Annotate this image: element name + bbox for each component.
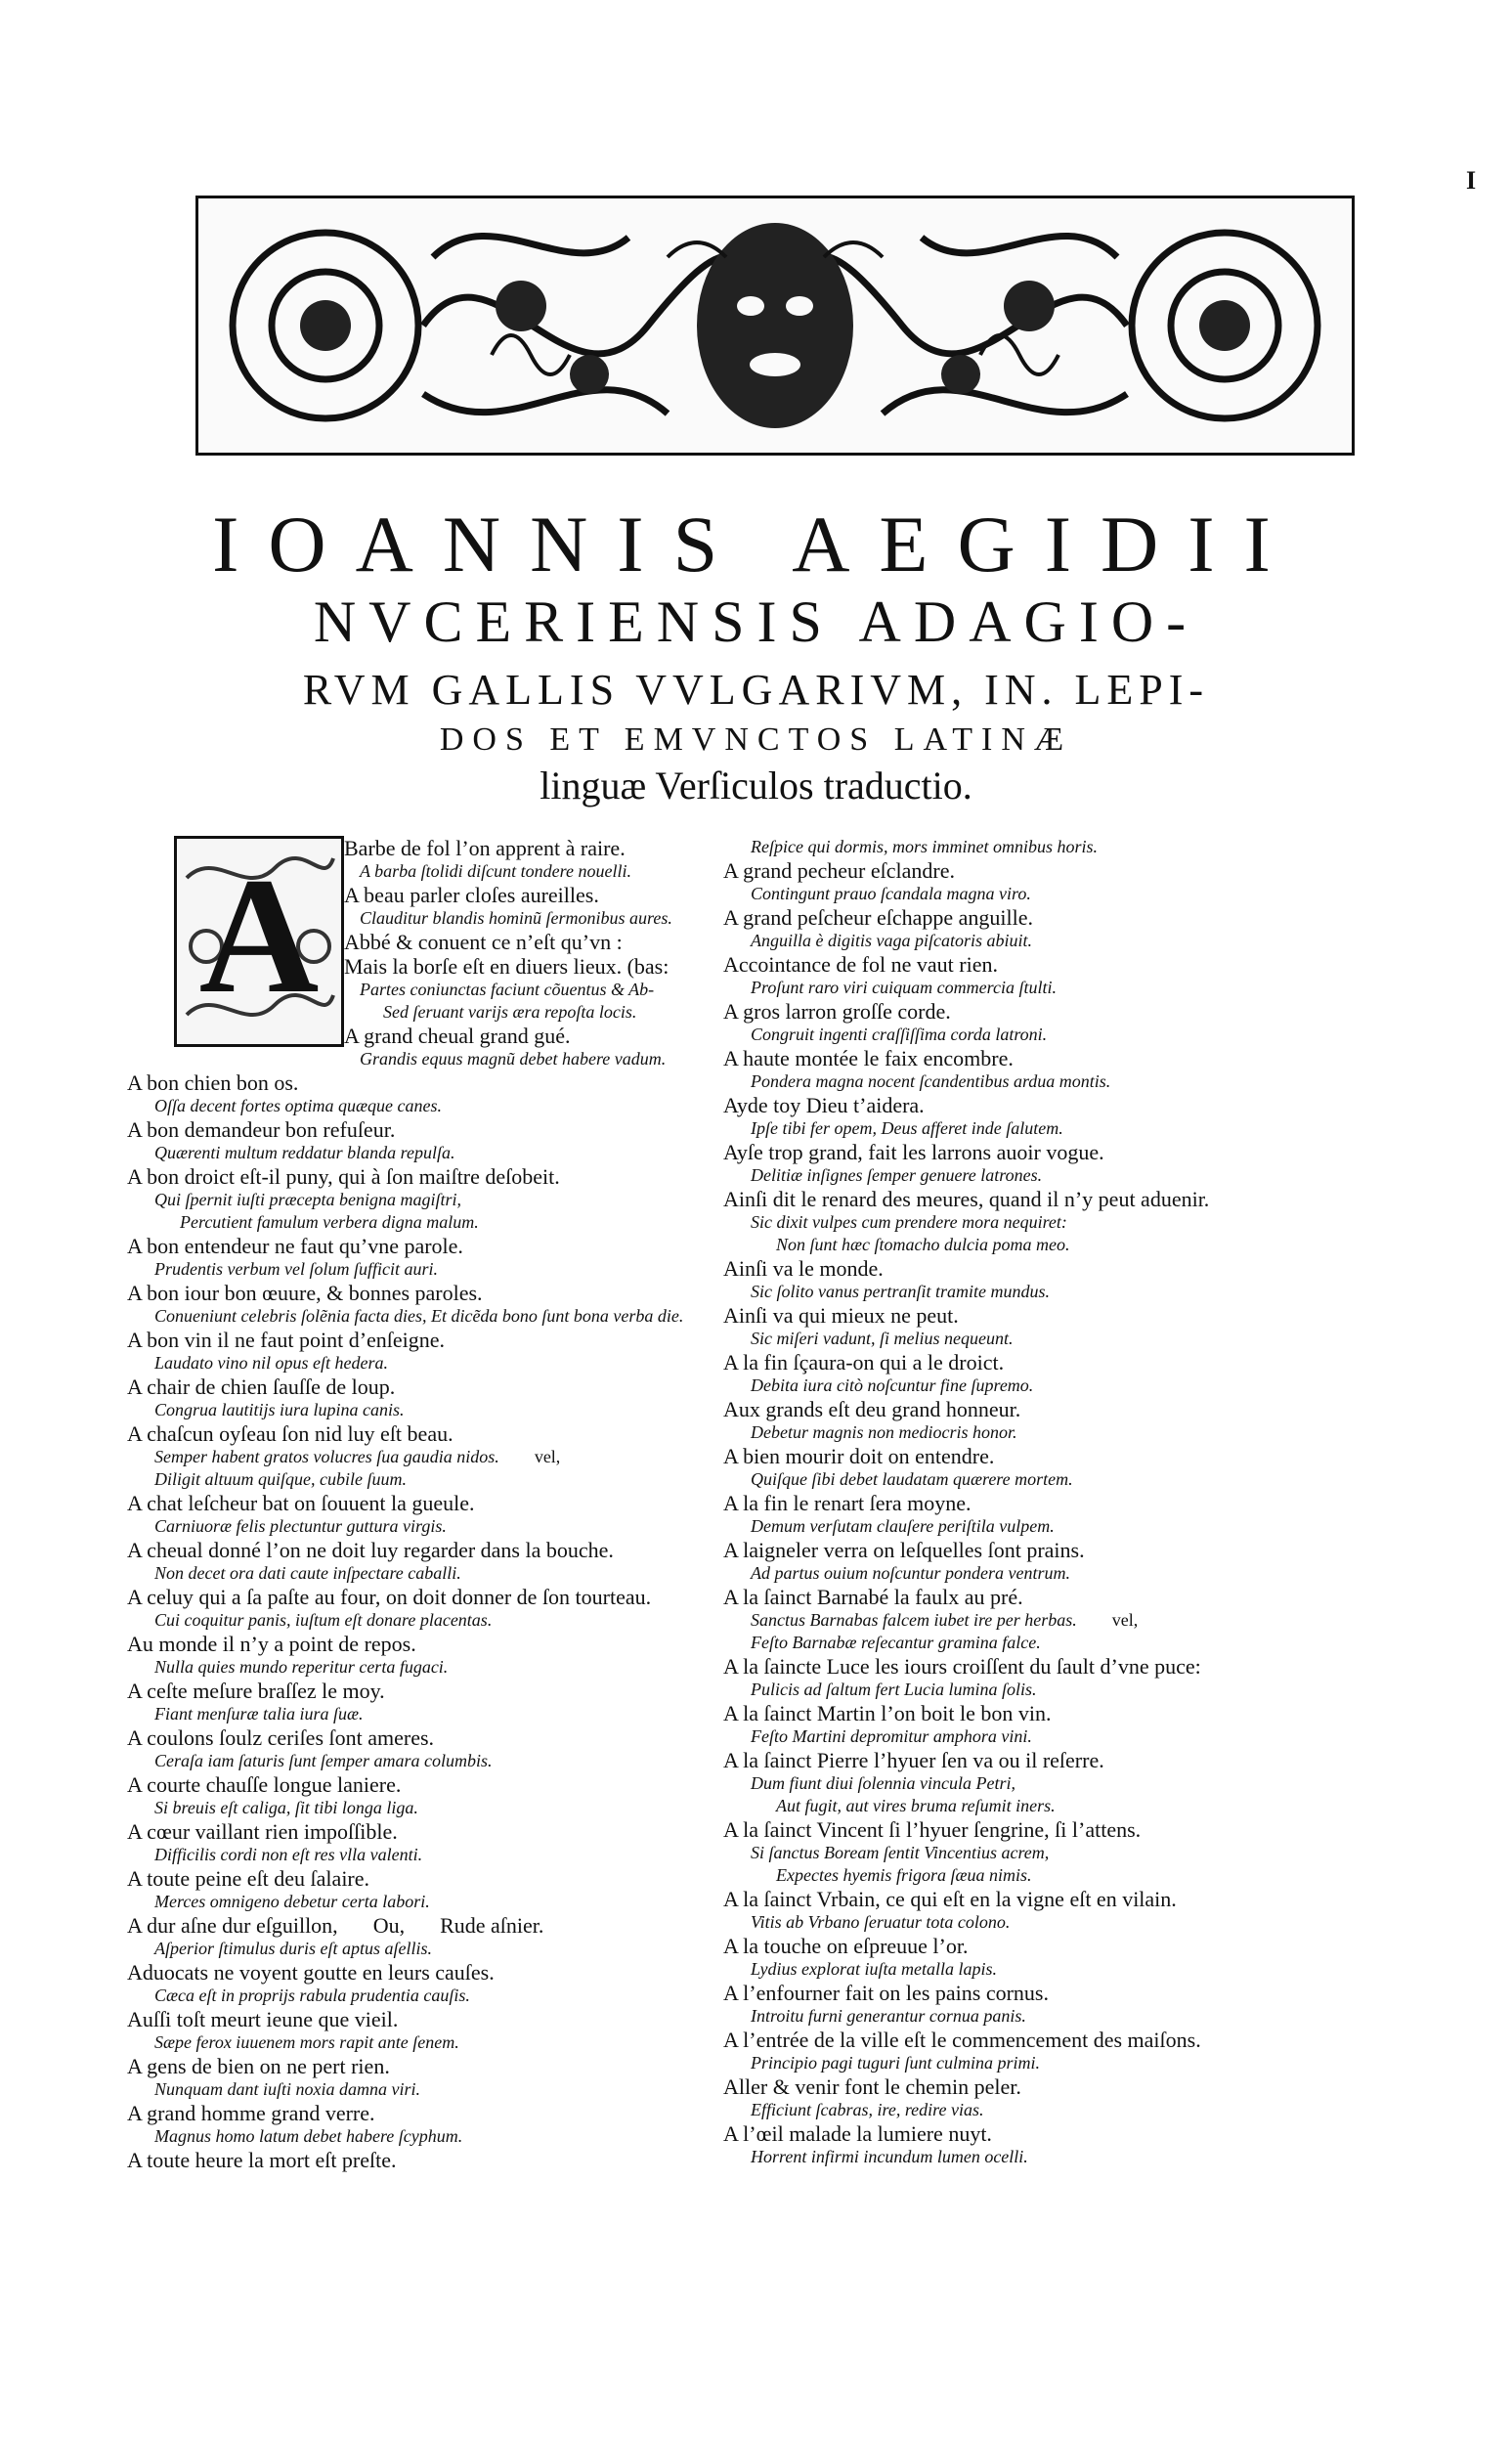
left-proverb-french bbox=[127, 1819, 733, 1844]
right-proverb-latin bbox=[723, 1211, 1349, 1234]
proverb-text: Carniuoræ felis plectuntur guttura virgis. bbox=[154, 1516, 447, 1536]
left-proverb-latin bbox=[127, 1609, 733, 1632]
left-proverb-latin bbox=[127, 1001, 733, 1024]
left-proverb-latin bbox=[127, 1844, 733, 1866]
proverb-text: Mais la borſe eſt en diuers lieux. (bas: bbox=[344, 954, 670, 979]
right-proverb-latin bbox=[723, 1562, 1349, 1585]
right-proverb-french bbox=[723, 1701, 1349, 1725]
right-proverb-latin bbox=[723, 1234, 1349, 1256]
proverb-text: Sed ſeruant varijs æra repoſta locis. bbox=[383, 1002, 637, 1022]
proverb-text: Cæca eſt in proprijs rabula prudentia cauſis. bbox=[154, 1986, 470, 2005]
right-proverb-french bbox=[723, 1981, 1349, 2005]
proverb-text: A toute heure la mort eſt preſte. bbox=[127, 2148, 397, 2172]
proverb-text: Au monde il n’y a point de repos. bbox=[127, 1632, 416, 1656]
proverb-text: A grand pecheur eſclandre. bbox=[723, 858, 955, 883]
left-proverb-latin bbox=[127, 1048, 733, 1070]
right-proverb-latin bbox=[723, 2005, 1349, 2028]
left-proverb-french bbox=[127, 1164, 733, 1189]
proverb-text: A la ſainct Barnabé la faulx au pré. bbox=[723, 1585, 1023, 1609]
proverb-text: A la ſainct Vrbain, ce qui eſt en la vigne eſt en vilain. bbox=[723, 1887, 1177, 1911]
proverb-text: Diligit altuum quiſque, cubile ſuum. bbox=[154, 1469, 407, 1489]
proverb-text: A bon droict eſt-il puny, qui à ſon maiſtre deſobeit. bbox=[127, 1164, 560, 1189]
proverb-text: Congruit ingenti craſſiſſima corda latroni. bbox=[751, 1025, 1048, 1044]
proverb-text: Horrent infirmi incundum lumen ocelli. bbox=[751, 2147, 1028, 2166]
proverb-text: Vitis ab Vrbano ſeruatur tota colono. bbox=[751, 1912, 1011, 1932]
proverb-text: Ainſi dit le renard des meures, quand il n’y peut aduenir. bbox=[723, 1187, 1210, 1211]
left-proverb-latin bbox=[127, 1468, 733, 1491]
proverb-text: A barba ſtolidi diſcunt tondere nouelli. bbox=[360, 861, 631, 881]
proverb-text: A l’enfourner fait on les pains cornus. bbox=[723, 1981, 1049, 2005]
right-proverb-latin bbox=[723, 1842, 1349, 1864]
right-proverb-french bbox=[723, 1140, 1349, 1164]
proverb-text: Aux grands eſt deu grand honneur. bbox=[723, 1397, 1021, 1421]
right-proverb-french bbox=[723, 1350, 1349, 1375]
left-proverb-latin bbox=[127, 1258, 733, 1281]
right-proverb-latin bbox=[723, 2052, 1349, 2074]
proverb-text: Debetur magnis non mediocris honor. bbox=[751, 1422, 1017, 1442]
proverb-text: A courte chauſſe longue laniere. bbox=[127, 1772, 402, 1797]
proverb-text: Oſſa decent fortes optima quæque canes. bbox=[154, 1096, 442, 1115]
left-proverb-french bbox=[127, 1725, 733, 1750]
right-proverb-french bbox=[723, 1303, 1349, 1328]
proverb-text: A bon entendeur ne faut qu’vne parole. bbox=[127, 1234, 463, 1258]
proverb-text: Non decet ora dati caute inſpectare caballi. bbox=[154, 1563, 461, 1583]
proverb-text: Merces omnigeno debetur certa labori. bbox=[154, 1892, 430, 1911]
right-proverb-latin bbox=[723, 1795, 1349, 1817]
proverb-text: A coulons ſoulz ceriſes ſont ameres. bbox=[127, 1725, 435, 1750]
left-proverb-french bbox=[127, 930, 733, 954]
right-proverb-latin bbox=[723, 1375, 1349, 1397]
ornamental-headpiece bbox=[195, 196, 1355, 456]
proverb-text: Prudentis verbum vel ſolum ſufficit auri. bbox=[154, 1259, 438, 1279]
proverb-text: Sæpe ferox iuuenem mors rapit ante ſenem. bbox=[154, 2032, 459, 2052]
left-proverb-french bbox=[127, 2101, 733, 2125]
proverb-text: Auſſi toſt meurt ieune que vieil. bbox=[127, 2007, 399, 2031]
left-proverb-latin bbox=[127, 1938, 733, 1960]
proverb-text: Efficiunt ſcabras, ire, redire vias. bbox=[751, 2100, 984, 2119]
title-line-5: linguæ Verſiculos traductio. bbox=[540, 764, 972, 807]
left-proverb-french bbox=[127, 954, 733, 979]
right-proverb-french bbox=[723, 1585, 1349, 1609]
left-proverb-french bbox=[127, 1585, 733, 1609]
left-proverb-latin bbox=[127, 1189, 733, 1211]
proverb-text: A la ſainct Pierre l’hyuer ſen va ou il reſerre. bbox=[723, 1748, 1104, 1772]
left-proverb-french bbox=[127, 1960, 733, 1985]
left-proverb-french bbox=[127, 1375, 733, 1399]
proverb-text: A haute montée le faix encombre. bbox=[723, 1046, 1014, 1070]
right-proverb-latin bbox=[723, 1679, 1349, 1701]
left-proverb-latin bbox=[127, 2078, 733, 2101]
left-proverb-french bbox=[127, 2054, 733, 2078]
proverb-text: Feſto Martini depromitur amphora vini. bbox=[751, 1726, 1032, 1746]
left-proverb-latin bbox=[127, 2031, 733, 2054]
right-proverb-french bbox=[723, 1491, 1349, 1515]
proverb-text: Clauditur blandis hominũ ſermonibus aures. bbox=[360, 908, 672, 928]
left-column bbox=[127, 836, 733, 2172]
left-proverb-latin bbox=[127, 1797, 733, 1819]
proverb-text: Cui coquitur panis, iuſtum eſt donare placentas. bbox=[154, 1610, 493, 1630]
right-proverb-french bbox=[723, 1748, 1349, 1772]
variant-text: Rude aſnier. bbox=[440, 1913, 544, 1938]
proverb-text: Nunquam dant iuſti noxia damna viri. bbox=[154, 2079, 420, 2099]
right-proverb-latin bbox=[723, 1515, 1349, 1538]
right-proverb-latin bbox=[723, 1117, 1349, 1140]
left-proverb-latin bbox=[127, 1095, 733, 1117]
left-proverb-latin bbox=[127, 979, 733, 1001]
right-proverb-latin bbox=[723, 1958, 1349, 1981]
right-proverb-french bbox=[723, 1256, 1349, 1281]
right-proverb-french bbox=[723, 1397, 1349, 1421]
proverb-text: A bon iour bon œuure, & bonnes paroles. bbox=[127, 1281, 483, 1305]
left-proverb-latin bbox=[127, 1703, 733, 1725]
proverb-text: A grand homme grand verre. bbox=[127, 2101, 375, 2125]
proverb-text: A dur aſne dur eſguillon, bbox=[127, 1913, 338, 1938]
proverb-text: Delitiæ inſignes ſemper genuere latrones. bbox=[751, 1165, 1043, 1185]
proverb-text: A bon demandeur bon refuſeur. bbox=[127, 1117, 396, 1142]
right-proverb-french bbox=[723, 1538, 1349, 1562]
left-proverb-latin bbox=[127, 1515, 733, 1538]
proverb-text: Pondera magna nocent ſcandentibus ardua montis. bbox=[751, 1071, 1111, 1091]
proverb-text: Demum verſutam clauſere periſtila vulpem. bbox=[751, 1516, 1055, 1536]
right-proverb-french bbox=[723, 1444, 1349, 1468]
right-proverb-french bbox=[723, 1817, 1349, 1842]
proverb-text: A grand peſcheur eſchappe anguille. bbox=[723, 905, 1034, 930]
proverb-text: A toute peine eſt deu ſalaire. bbox=[127, 1866, 370, 1891]
title-line-4: DOS ET EMVNCTOS LATINÆ bbox=[439, 721, 1073, 758]
right-proverb-french bbox=[723, 2121, 1349, 2146]
proverb-text: Laudato vino nil opus eſt hedera. bbox=[154, 1353, 388, 1373]
proverb-text: Pulicis ad ſaltum fert Lucia lumina ſolis. bbox=[751, 1680, 1037, 1699]
variant-marker: Ou, bbox=[372, 1913, 406, 1938]
right-proverb-latin bbox=[723, 1772, 1349, 1795]
left-proverb-french bbox=[127, 1491, 733, 1515]
proverb-text: Magnus homo latum debet habere ſcyphum. bbox=[154, 2126, 463, 2146]
title-line-1: IOANNIS AEGIDII bbox=[212, 500, 1300, 589]
right-proverb-french bbox=[723, 952, 1349, 977]
left-proverb-french bbox=[127, 1772, 733, 1797]
proverb-text: Principio pagi tuguri ſunt culmina primi. bbox=[751, 2053, 1040, 2073]
left-proverb-french bbox=[127, 1913, 733, 1938]
proverb-text: Anguilla è digitis vaga piſcatoris abiuit. bbox=[751, 931, 1032, 950]
left-proverb-latin bbox=[127, 1399, 733, 1421]
proverb-text: Ainſi va qui mieux ne peut. bbox=[723, 1303, 959, 1328]
left-proverb-latin bbox=[127, 1352, 733, 1375]
variant-marker: vel, bbox=[534, 1447, 561, 1466]
left-proverb-latin bbox=[127, 1446, 733, 1468]
right-proverb-latin bbox=[723, 1328, 1349, 1350]
proverb-text: Lydius explorat iuſta metalla lapis. bbox=[751, 1959, 997, 1979]
proverb-text: Quærenti multum reddatur blanda repulſa. bbox=[154, 1143, 455, 1162]
proverb-text: A l’entrée de la ville eſt le commencement des maiſons. bbox=[723, 2028, 1201, 2052]
right-proverb-french bbox=[723, 1934, 1349, 1958]
proverb-text: Introitu furni generantur cornua panis. bbox=[751, 2006, 1026, 2026]
proverb-text: Aduocats ne voyent goutte en leurs cauſes. bbox=[127, 1960, 495, 1985]
proverb-text: Aut fugit, aut vires bruma reſumit iners. bbox=[776, 1796, 1056, 1815]
right-proverb-french bbox=[723, 1887, 1349, 1911]
proverb-text: Quiſque ſibi debet laudatam quærere mortem. bbox=[751, 1469, 1073, 1489]
left-proverb-latin bbox=[127, 1656, 733, 1679]
proverb-text: A la touche on eſpreuue l’or. bbox=[723, 1934, 969, 1958]
proverb-text: Proſunt raro viri cuiquam commercia ſtulti. bbox=[751, 978, 1057, 997]
left-proverb-french bbox=[127, 1070, 733, 1095]
right-proverb-latin bbox=[723, 1024, 1349, 1046]
proverb-text: Sanctus Barnabas falcem iubet ire per herbas. bbox=[751, 1610, 1077, 1630]
right-proverb-latin bbox=[723, 1609, 1349, 1632]
left-proverb-french bbox=[127, 2007, 733, 2031]
proverb-text: Ayde toy Dieu t’aidera. bbox=[723, 1093, 925, 1117]
right-proverb-latin bbox=[723, 836, 1349, 858]
proverb-text: A cœur vaillant rien impoſſible. bbox=[127, 1819, 398, 1844]
proverb-text: A cheual donné l’on ne doit luy regarder dans la bouche. bbox=[127, 1538, 614, 1562]
left-proverb-latin bbox=[127, 1562, 733, 1585]
proverb-text: Qui ſpernit iuſti præcepta benigna magiſtri, bbox=[154, 1190, 461, 1209]
proverb-text: Aſperior ſtimulus duris eſt aptus aſellis. bbox=[154, 1939, 433, 1958]
left-proverb-french bbox=[127, 1234, 733, 1258]
left-proverb-french bbox=[127, 1281, 733, 1305]
proverb-text: Expectes hyemis frigora ſæua nimis. bbox=[776, 1865, 1032, 1885]
left-proverb-french bbox=[127, 883, 733, 907]
title-line-3: RVM GALLIS VVLGARIVM, IN. LEPI- bbox=[302, 666, 1210, 714]
left-proverb-latin bbox=[127, 1891, 733, 1913]
left-proverb-latin bbox=[127, 1750, 733, 1772]
left-proverb-latin bbox=[127, 2125, 733, 2148]
proverb-text: A bon vin il ne faut point d’enſeigne. bbox=[127, 1328, 446, 1352]
proverb-text: A la fin ſçaura-on qui a le droict. bbox=[723, 1350, 1005, 1375]
left-proverb-french bbox=[127, 1421, 733, 1446]
proverb-text: A la ſainct Vincent ſi l’hyuer ſengrine, ſi l’attens. bbox=[723, 1817, 1142, 1842]
left-proverb-french bbox=[127, 2148, 733, 2172]
right-proverb-french bbox=[723, 1093, 1349, 1117]
proverb-text: Ceraſa iam ſaturis ſunt ſemper amara columbis. bbox=[154, 1751, 493, 1770]
left-proverb-french bbox=[127, 1117, 733, 1142]
proverb-text: Partes coniunctas faciunt cõuentus & Ab- bbox=[360, 980, 655, 999]
proverb-text: Ad partus ouium noſcuntur pondera ventrum. bbox=[751, 1563, 1070, 1583]
proverb-text: A chat leſcheur bat on ſouuent la gueule. bbox=[127, 1491, 475, 1515]
left-proverb-french bbox=[127, 1538, 733, 1562]
left-proverb-latin bbox=[127, 860, 733, 883]
right-proverb-latin bbox=[723, 2146, 1349, 2168]
right-proverb-latin bbox=[723, 1864, 1349, 1887]
proverb-text: A gros larron groſſe corde. bbox=[723, 999, 951, 1024]
proverb-text: Accointance de fol ne vaut rien. bbox=[723, 952, 998, 977]
right-proverb-french bbox=[723, 1046, 1349, 1070]
proverb-text: Non ſunt hæc ſtomacho dulcia poma meo. bbox=[776, 1235, 1070, 1254]
page-number: I bbox=[1466, 166, 1477, 195]
proverb-text: Contingunt prauo ſcandala magna viro. bbox=[751, 884, 1031, 903]
proverb-text: A beau parler cloſes aureilles. bbox=[344, 883, 599, 907]
left-proverb-french bbox=[127, 836, 733, 860]
proverb-text: Sic dixit vulpes cum prendere mora nequiret: bbox=[751, 1212, 1067, 1232]
proverb-text: Reſpice qui dormis, mors imminet omnibus horis. bbox=[751, 837, 1098, 856]
right-column bbox=[723, 836, 1349, 2168]
proverb-text: Sic ſolito vanus pertranſit tramite mundus. bbox=[751, 1282, 1050, 1301]
right-proverb-latin bbox=[723, 1070, 1349, 1093]
right-proverb-french bbox=[723, 2028, 1349, 2052]
proverb-text: Difficilis cordi non eſt res vlla valenti. bbox=[154, 1845, 423, 1864]
right-proverb-latin bbox=[723, 1632, 1349, 1654]
proverb-text: A l’œil malade la lumiere nuyt. bbox=[723, 2121, 992, 2146]
left-proverb-french bbox=[127, 1866, 733, 1891]
left-proverb-french bbox=[127, 1679, 733, 1703]
proverb-text: Sic miſeri vadunt, ſi melius nequeunt. bbox=[751, 1329, 1014, 1348]
proverb-text: Semper habent gratos volucres ſua gaudia nidos. bbox=[154, 1447, 499, 1466]
proverb-text: Si ſanctus Boream ſentit Vincentius acrem, bbox=[751, 1843, 1050, 1862]
headpiece-illustration bbox=[198, 198, 1352, 453]
proverb-text: A la ſainct Martin l’on boit le bon vin. bbox=[723, 1701, 1052, 1725]
left-proverb-latin bbox=[127, 1142, 733, 1164]
proverb-text: A chaſcun oyſeau ſon nid luy eſt beau. bbox=[127, 1421, 454, 1446]
right-proverb-latin bbox=[723, 1725, 1349, 1748]
proverb-text: A bien mourir doit on entendre. bbox=[723, 1444, 995, 1468]
right-proverb-latin bbox=[723, 1281, 1349, 1303]
variant-marker: vel, bbox=[1111, 1610, 1139, 1630]
left-proverb-french bbox=[127, 1328, 733, 1352]
proverb-text: Barbe de fol l’on apprent à raire. bbox=[344, 836, 626, 860]
proverb-text: Feſto Barnabæ reſecantur gramina falce. bbox=[751, 1633, 1041, 1652]
title-line-2: NVCERIENSIS ADAGIO- bbox=[313, 589, 1199, 654]
proverb-text: Ipſe tibi fer opem, Deus afferet inde ſalutem. bbox=[751, 1118, 1063, 1138]
left-proverb-french bbox=[127, 1632, 733, 1656]
initial-letter: A bbox=[198, 844, 320, 1027]
right-proverb-latin bbox=[723, 2099, 1349, 2121]
right-proverb-latin bbox=[723, 1468, 1349, 1491]
proverb-text: A bon chien bon os. bbox=[127, 1070, 299, 1095]
proverb-text: Aller & venir font le chemin peler. bbox=[723, 2074, 1021, 2099]
right-proverb-latin bbox=[723, 883, 1349, 905]
right-proverb-latin bbox=[723, 1911, 1349, 1934]
right-proverb-latin bbox=[723, 1421, 1349, 1444]
left-proverb-latin bbox=[127, 1305, 733, 1328]
proverb-text: A grand cheual grand gué. bbox=[344, 1024, 571, 1048]
left-proverb-latin bbox=[127, 1211, 733, 1234]
left-proverb-latin bbox=[127, 1985, 733, 2007]
right-proverb-french bbox=[723, 858, 1349, 883]
left-proverb-french bbox=[127, 1024, 733, 1048]
right-proverb-french bbox=[723, 2074, 1349, 2099]
proverb-text: Abbé & conuent ce n’eſt qu’vn : bbox=[344, 930, 623, 954]
proverb-text: A gens de bien on ne pert rien. bbox=[127, 2054, 390, 2078]
right-proverb-french bbox=[723, 1654, 1349, 1679]
proverb-text: Dum fiunt diui ſolennia vincula Petri, bbox=[751, 1773, 1015, 1793]
proverb-text: Percutient famulum verbera digna malum. bbox=[180, 1212, 479, 1232]
proverb-text: Congrua lautitijs iura lupina canis. bbox=[154, 1400, 405, 1419]
proverb-text: A laigneler verra on leſquelles ſont prains. bbox=[723, 1538, 1085, 1562]
right-proverb-latin bbox=[723, 977, 1349, 999]
proverb-text: A la fin le renart ſera moyne. bbox=[723, 1491, 972, 1515]
proverb-text: A la ſaincte Luce les iours croiſſent du ſault d’vne puce: bbox=[723, 1654, 1201, 1679]
proverb-text: Ainſi va le monde. bbox=[723, 1256, 884, 1281]
right-proverb-french bbox=[723, 905, 1349, 930]
proverb-text: Si breuis eſt caliga, ſit tibi longa liga. bbox=[154, 1798, 418, 1817]
left-proverb-latin bbox=[127, 907, 733, 930]
proverb-text: A celuy qui a ſa paſte au four, on doit donner de ſon tourteau. bbox=[127, 1585, 652, 1609]
proverb-text: A ceſte meſure braſſez le moy. bbox=[127, 1679, 385, 1703]
proverb-text: Fiant menſuræ talia iura ſuæ. bbox=[154, 1704, 364, 1724]
proverb-text: Conueniunt celebris ſolẽnia facta dies, Et dicẽda bono ſunt bona verba die. bbox=[154, 1306, 684, 1326]
proverb-text: Grandis equus magnũ debet habere vadum. bbox=[360, 1049, 667, 1069]
proverb-text: Ayſe trop grand, fait les larrons auoir vogue. bbox=[723, 1140, 1104, 1164]
proverb-text: Nulla quies mundo reperitur certa fugaci. bbox=[154, 1657, 449, 1677]
proverb-text: A chair de chien ſauſſe de loup. bbox=[127, 1375, 396, 1399]
right-proverb-latin bbox=[723, 930, 1349, 952]
right-proverb-french bbox=[723, 999, 1349, 1024]
right-proverb-latin bbox=[723, 1164, 1349, 1187]
right-proverb-french bbox=[723, 1187, 1349, 1211]
proverb-text: Debita iura citò noſcuntur fine ſupremo. bbox=[751, 1375, 1034, 1395]
